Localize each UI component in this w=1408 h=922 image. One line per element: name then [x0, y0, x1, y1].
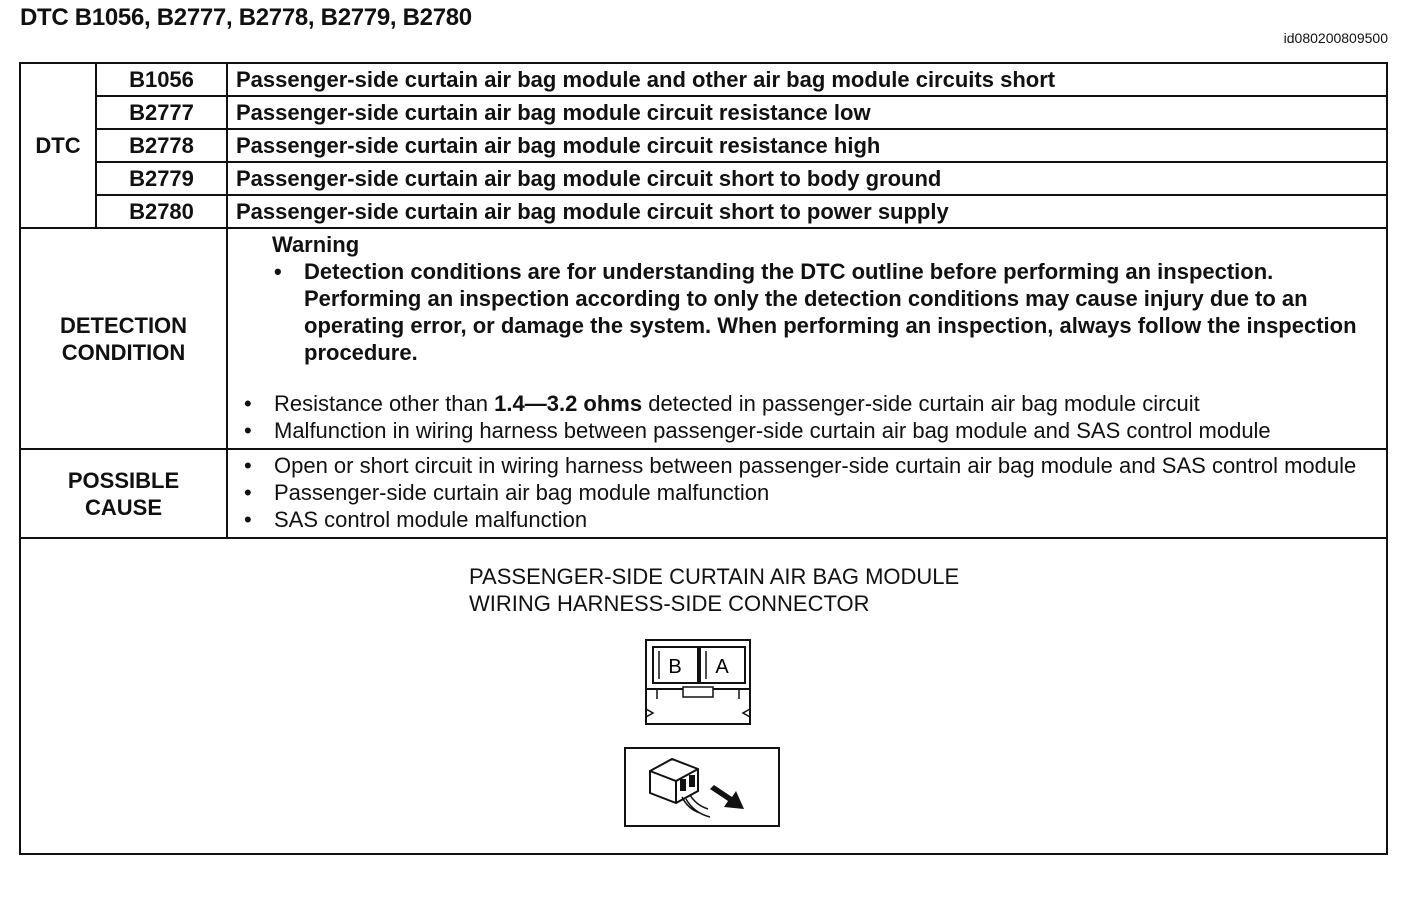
document-id: id080200809500	[1283, 30, 1388, 46]
dtc-label: DTC	[20, 63, 96, 228]
cause-label	[20, 449, 227, 538]
warning-text: • Detection conditions are for understanding the DTC outline before performing an inspection. Performing an inspection according to only the detection conditions may cause injury due to an operating error, or damage the system. When performing an inspection, always follow the inspection procedure.	[274, 258, 1378, 366]
dtc-code: B2777	[96, 96, 227, 129]
resistance-text-post: detected in passenger-side curtain air bag module circuit	[642, 391, 1200, 416]
detection-label	[20, 228, 227, 449]
connector-figure	[20, 538, 1387, 854]
detection-content	[227, 228, 1387, 449]
detection-label-line2: CONDITION	[61, 339, 186, 365]
resistance-text-pre: Resistance other than	[274, 391, 495, 416]
cause-row	[20, 449, 1387, 538]
list-item: • Passenger-side curtain air bag module malfunction	[244, 479, 1378, 506]
table-row	[20, 96, 1387, 129]
list-item: • Malfunction in wiring harness between passenger-side curtain air bag module and SAS control module	[244, 417, 1378, 444]
detection-label-line1: DETECTION	[59, 312, 188, 338]
detection-list	[244, 390, 1378, 444]
warning-list	[274, 258, 1378, 366]
figure-row	[20, 538, 1387, 854]
dtc-code: B2779	[96, 162, 227, 195]
connector-face-diagram	[643, 637, 755, 729]
cause-content	[227, 449, 1387, 538]
dtc-code: B2778	[96, 129, 227, 162]
dtc-code: B1056	[96, 63, 227, 96]
dtc-code: B2780	[96, 195, 227, 228]
page-title: DTC B1056, B2777, B2778, B2779, B2780	[20, 4, 472, 31]
dtc-description: Passenger-side curtain air bag module circuit resistance high	[227, 129, 1387, 162]
list-item: • SAS control module malfunction	[244, 506, 1378, 533]
list-item	[244, 390, 1378, 417]
detection-row	[20, 228, 1387, 449]
table-row	[20, 63, 1387, 96]
cause-list	[244, 452, 1378, 533]
cause-label-line2: CAUSE	[84, 494, 162, 520]
dtc-description: Passenger-side curtain air bag module circuit resistance low	[227, 96, 1387, 129]
resistance-range: 1.4—3.2 ohms	[494, 391, 643, 416]
dtc-description: Passenger-side curtain air bag module and other air bag module circuits short	[227, 63, 1387, 96]
connector-view-icon	[624, 747, 780, 827]
list-item: • Open or short circuit in wiring harness between passenger-side curtain air bag module and SAS control module	[244, 452, 1378, 479]
dtc-table	[19, 62, 1388, 855]
figure-caption-line2: WIRING HARNESS-SIDE CONNECTOR	[469, 591, 870, 616]
table-row	[20, 129, 1387, 162]
cause-label-line1: POSSIBLE	[67, 467, 180, 493]
table-row	[20, 162, 1387, 195]
terminal-a-label: A	[715, 656, 729, 678]
figure-caption-line1: PASSENGER-SIDE CURTAIN AIR BAG MODULE	[469, 564, 960, 589]
dtc-description: Passenger-side curtain air bag module circuit short to power supply	[227, 195, 1387, 228]
dtc-description: Passenger-side curtain air bag module circuit short to body ground	[227, 162, 1387, 195]
table-row	[20, 195, 1387, 228]
terminal-b-label: B	[668, 656, 682, 678]
figure-caption	[469, 563, 959, 617]
warning-title: Warning	[272, 232, 360, 257]
